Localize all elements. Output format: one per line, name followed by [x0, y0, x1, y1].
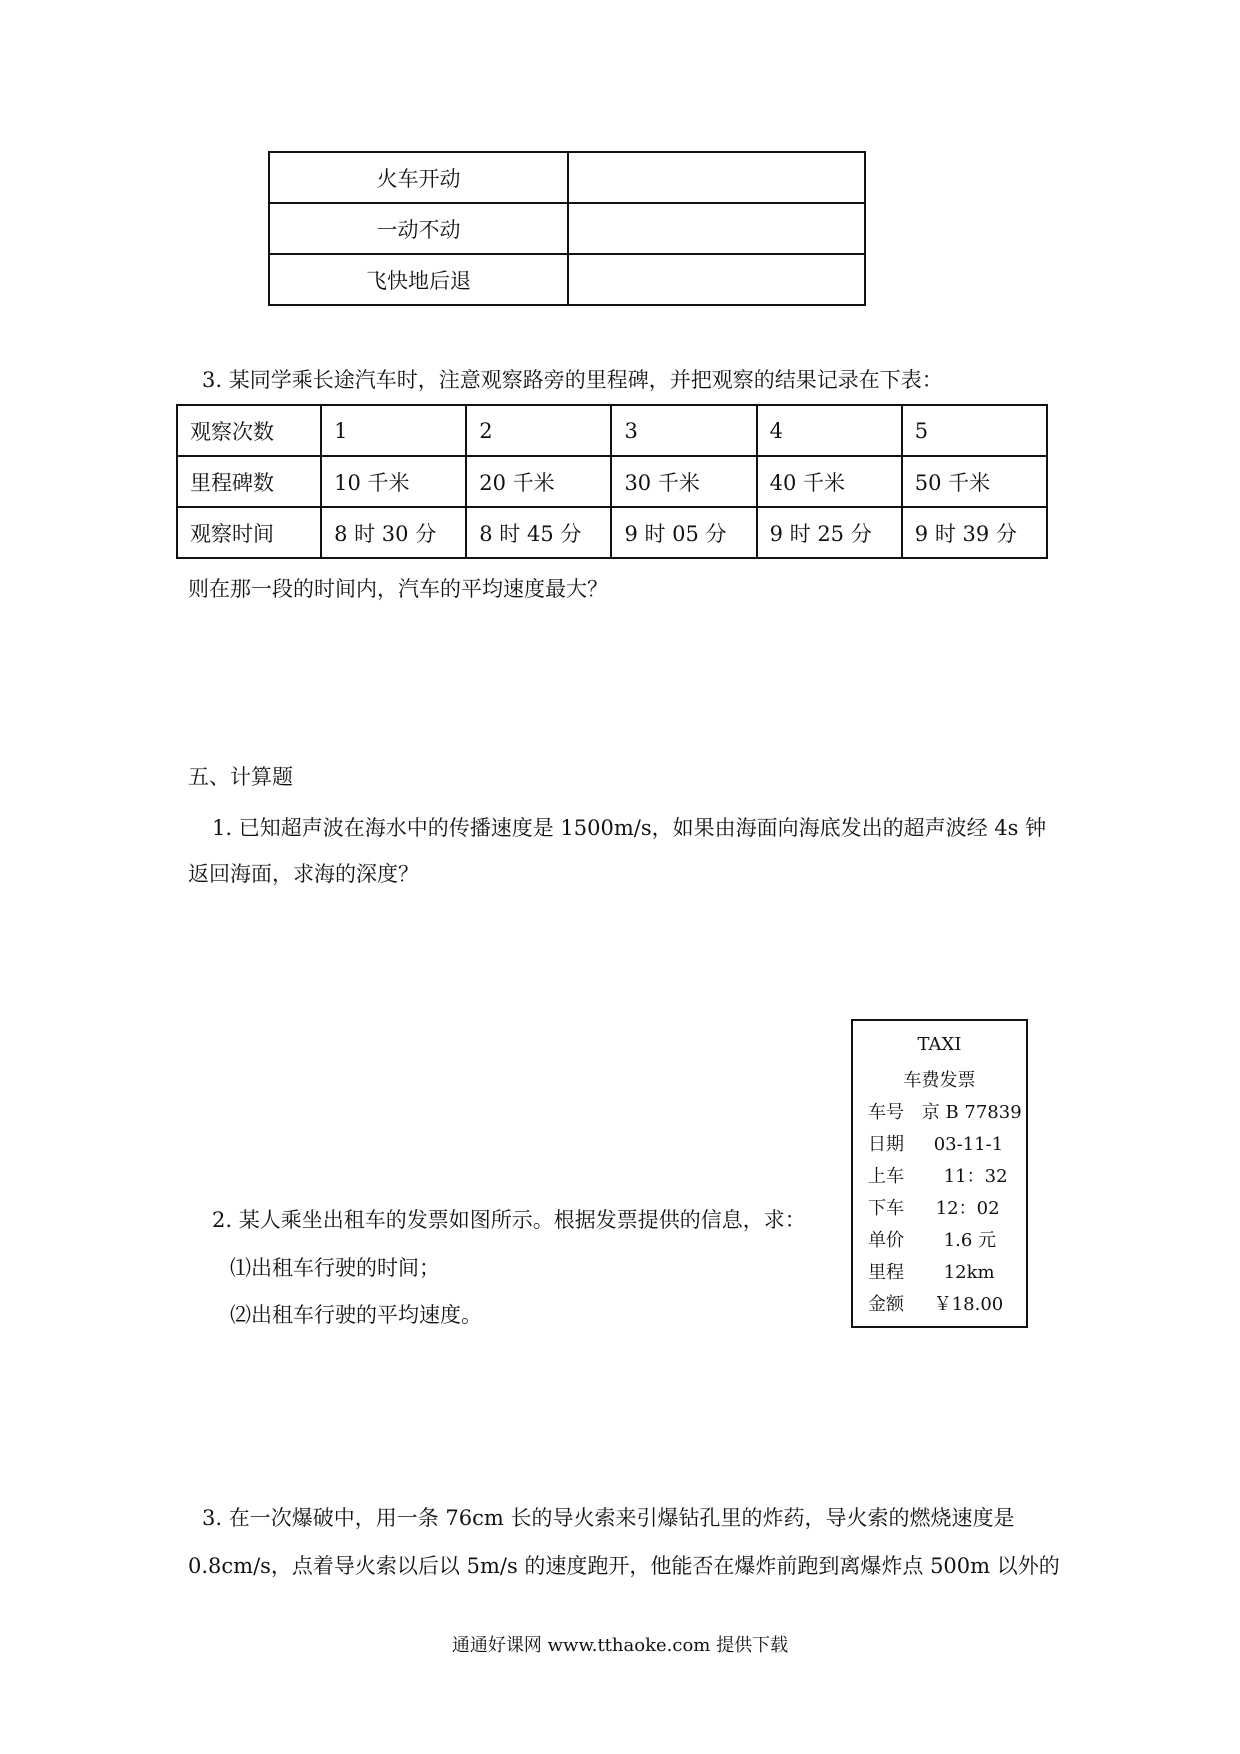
table-cell: 飞快地后退 — [269, 254, 568, 305]
table-cell: 8 时 30 分 — [321, 507, 466, 558]
calc-1-line-2: 返回海面，求海的深度？ — [188, 862, 419, 886]
table-cell: 里程碑数 — [177, 456, 321, 507]
receipt-row — [868, 1290, 1003, 1316]
receipt-subtitle: 车费发票 — [903, 1070, 976, 1091]
question-3-intro: 3. 某同学乘长途汽车时，注意观察路旁的里程碑，并把观察的结果记录在下表： — [202, 368, 943, 392]
table-cell: 4 — [757, 405, 902, 456]
table-cell: 30 千米 — [611, 456, 756, 507]
receipt-label: 下车 — [868, 1198, 904, 1219]
table-cell: 观察次数 — [177, 405, 321, 456]
section-title: 五、计算题 — [188, 765, 293, 789]
table-row — [177, 405, 1047, 456]
receipt-row — [868, 1258, 995, 1284]
page-footer: 通通好课网 www.tthaoke.com 提供下载 — [451, 1635, 789, 1656]
taxi-receipt — [851, 1019, 1028, 1328]
table-cell: 9 时 39 分 — [902, 507, 1047, 558]
table-cell: 50 千米 — [902, 456, 1047, 507]
calc-2-line-3: ⑵出租车行驶的平均速度。 — [230, 1303, 482, 1327]
table-cell — [568, 152, 865, 203]
table-cell: 20 千米 — [466, 456, 611, 507]
table-cell: 9 时 05 分 — [611, 507, 756, 558]
calc-3-line-1: 3. 在一次爆破中，用一条 76cm 长的导火索来引爆钻孔里的炸药，导火索的燃烧速度是 — [202, 1506, 1015, 1530]
receipt-label: 车号 — [868, 1102, 904, 1123]
receipt-value: 12km — [943, 1262, 995, 1283]
receipt-value: 11：32 — [943, 1166, 1008, 1187]
table-cell — [568, 203, 865, 254]
receipt-value: 京 B 77839 — [921, 1102, 1022, 1123]
table-cell: 5 — [902, 405, 1047, 456]
receipt-label: 单价 — [868, 1230, 904, 1251]
table-cell: 9 时 25 分 — [757, 507, 902, 558]
milestone-table — [176, 404, 1048, 559]
table-cell: 火车开动 — [269, 152, 568, 203]
table-cell: 10 千米 — [321, 456, 466, 507]
receipt-row — [868, 1226, 996, 1252]
table-cell — [568, 254, 865, 305]
calc-1-line-1: 1. 已知超声波在海水中的传播速度是 1500m/s，如果由海面向海底发出的超声波经 4s 钟 — [212, 816, 1047, 840]
table-row — [177, 507, 1047, 558]
table-cell: 观察时间 — [177, 507, 321, 558]
receipt-label: 金额 — [868, 1294, 904, 1315]
receipt-row — [868, 1098, 1022, 1124]
table-cell: 1 — [321, 405, 466, 456]
calc-3-line-2: 0.8cm/s，点着导火索以后以 5m/s 的速度跑开，他能否在爆炸前跑到离爆炸点 500m 以外的 — [188, 1554, 1060, 1578]
receipt-row — [868, 1130, 1003, 1156]
receipt-label: 里程 — [868, 1262, 904, 1283]
table-row — [269, 152, 865, 203]
table-row — [269, 254, 865, 305]
table-row — [177, 456, 1047, 507]
motion-table — [268, 151, 866, 306]
receipt-label: 日期 — [868, 1134, 904, 1155]
receipt-value: 12：02 — [935, 1198, 1000, 1219]
receipt-row — [868, 1162, 1008, 1188]
receipt-row — [868, 1194, 1000, 1220]
receipt-value: 1.6 元 — [943, 1230, 997, 1251]
receipt-value: 03-11-1 — [933, 1134, 1004, 1155]
table-cell: 8 时 45 分 — [466, 507, 611, 558]
table-cell: 一动不动 — [269, 203, 568, 254]
table-cell: 2 — [466, 405, 611, 456]
table-cell: 40 千米 — [757, 456, 902, 507]
table-row — [269, 203, 865, 254]
receipt-value: ￥18.00 — [933, 1294, 1004, 1315]
receipt-title: TAXI — [917, 1034, 962, 1055]
calc-2-line-1: 2. 某人乘坐出租车的发票如图所示。根据发票提供的信息，求： — [212, 1208, 806, 1232]
table-cell: 3 — [611, 405, 756, 456]
receipt-label: 上车 — [868, 1166, 904, 1187]
question-3-text: 则在那一段的时间内，汽车的平均速度最大？ — [188, 577, 608, 601]
calc-2-line-2: ⑴出租车行驶的时间； — [230, 1256, 440, 1280]
